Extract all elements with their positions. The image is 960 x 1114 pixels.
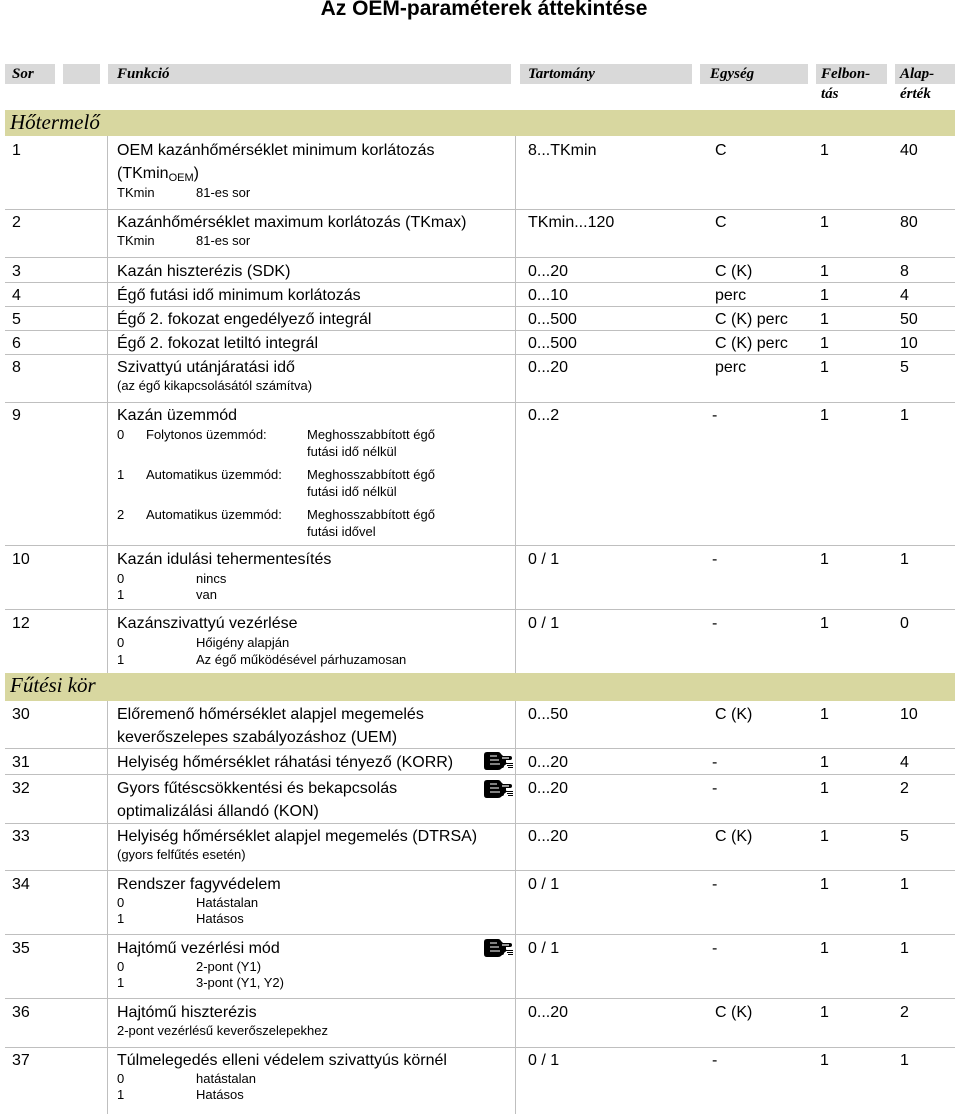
section-hotermelo <box>5 110 955 136</box>
header-alapertek-2: érték <box>900 86 931 102</box>
row-9-opt1-num: 1 <box>117 467 125 482</box>
row-6-sor: 6 <box>12 335 21 352</box>
row-30-funkcio: Előremenő hőmérséklet alapjel megemelés <box>117 706 424 723</box>
row-12-opt1-num: 1 <box>117 652 125 667</box>
row-36-range: 0...20 <box>528 1004 569 1021</box>
row-37-def: 1 <box>900 1052 909 1069</box>
grid-line-h <box>5 257 955 258</box>
row-10-sor: 10 <box>12 551 30 568</box>
row-10-opt1-text: van <box>196 587 217 602</box>
row-4-res: 1 <box>820 287 829 304</box>
row-34-sor: 34 <box>12 876 30 893</box>
row-34-funkcio: Rendszer fagyvédelem <box>117 876 281 893</box>
row-31-unit: - <box>712 754 718 771</box>
row-31-sor: 31 <box>12 754 30 771</box>
row-34-res: 1 <box>820 876 829 893</box>
row-33-res: 1 <box>820 828 829 845</box>
row-9-opt0-desc-2: futási idő nélkül <box>307 444 397 459</box>
grid-line-h <box>5 609 955 610</box>
row-33-sor: 33 <box>12 828 30 845</box>
row-12-def: 0 <box>900 615 909 632</box>
grid-line-h <box>5 402 955 403</box>
row-35-res: 1 <box>820 940 829 957</box>
row-36-sor: 36 <box>12 1004 30 1021</box>
row-4-sor: 4 <box>12 287 21 304</box>
row-6-funkcio: Égő 2. fokozat letiltó integrál <box>117 335 319 352</box>
row-36-def: 2 <box>900 1004 909 1021</box>
row-30-def: 10 <box>900 706 918 723</box>
row-37-opt0-text: hatástalan <box>196 1071 256 1086</box>
row-30-funkcio-2: keverőszelepes szabályozáshoz (UEM) <box>117 729 398 746</box>
row-2-sor: 2 <box>12 214 21 231</box>
row-8-sor: 8 <box>12 359 21 376</box>
row-12-sor: 12 <box>12 615 30 632</box>
row-9-opt2-num: 2 <box>117 507 125 522</box>
grid-line-h <box>5 998 955 999</box>
row-35-opt1-num: 1 <box>117 975 125 990</box>
row-35-sor: 35 <box>12 940 30 957</box>
row-37-opt1-num: 1 <box>117 1087 125 1102</box>
row-5-range: 0...500 <box>528 311 577 328</box>
row-9-opt1-desc-2: futási idő nélkül <box>307 484 397 499</box>
row-9-opt2-desc-2: futási idővel <box>307 524 376 539</box>
row-4-funkcio: Égő futási idő minimum korlátozás <box>117 287 361 304</box>
row-5-unit: C (K) perc <box>715 311 788 328</box>
row-1-unit: C <box>715 142 727 159</box>
row-31-range: 0...20 <box>528 754 569 771</box>
row-2-note-2: 81-es sor <box>196 233 251 248</box>
row-30-unit: C (K) <box>715 706 753 723</box>
row-37-opt0-num: 0 <box>117 1071 125 1086</box>
row-1-f2b: ) <box>193 165 199 182</box>
row-8-def: 5 <box>900 359 909 376</box>
row-8-range: 0...20 <box>528 359 569 376</box>
row-33-range: 0...20 <box>528 828 569 845</box>
row-8-unit: perc <box>715 359 747 376</box>
grid-line-h <box>5 870 955 871</box>
grid-line-h <box>5 330 955 331</box>
row-3-unit: C (K) <box>715 263 753 280</box>
row-1-sor: 1 <box>12 142 21 159</box>
row-30-sor: 30 <box>12 706 30 723</box>
row-10-def: 1 <box>900 551 909 568</box>
row-12-opt0-text: Hőigény alapján <box>196 635 290 650</box>
row-12-unit: - <box>712 615 718 632</box>
row-12-res: 1 <box>820 615 829 632</box>
grid-line-v <box>107 701 108 1114</box>
row-37-opt1-text: Hatásos <box>196 1087 244 1102</box>
grid-line-h <box>5 282 955 283</box>
row-8-funkcio: Szivattyú utánjáratási idő <box>117 359 295 376</box>
row-9-def: 1 <box>900 407 909 424</box>
row-12-opt1-text: Az égő működésével párhuzamosan <box>196 652 407 667</box>
grid-line-h <box>5 354 955 355</box>
row-12-opt0-num: 0 <box>117 635 125 650</box>
row-37-range: 0 / 1 <box>528 1052 560 1069</box>
row-30-range: 0...50 <box>528 706 569 723</box>
row-10-opt0-text: nincs <box>196 571 227 586</box>
row-37-funkcio: Túlmelegedés elleni védelem szivattyús körnél <box>117 1052 447 1069</box>
pointing-hand-icon <box>482 937 514 959</box>
row-9-unit: - <box>712 407 718 424</box>
row-34-def: 1 <box>900 876 909 893</box>
row-2-def: 80 <box>900 214 918 231</box>
row-34-opt1-num: 1 <box>117 911 125 926</box>
row-10-res: 1 <box>820 551 829 568</box>
row-36-res: 1 <box>820 1004 829 1021</box>
row-5-res: 1 <box>820 311 829 328</box>
row-10-range: 0 / 1 <box>528 551 560 568</box>
row-1-funkcio: OEM kazánhőmérséklet minimum korlátozás <box>117 142 435 159</box>
row-34-opt0-text: Hatástalan <box>196 895 259 910</box>
row-35-range: 0 / 1 <box>528 940 560 957</box>
row-6-unit: C (K) perc <box>715 335 788 352</box>
grid-line-h <box>5 306 955 307</box>
row-1-f2sub: OEM <box>168 172 194 184</box>
row-36-funkcio: Hajtómű hiszterézis <box>117 1004 257 1021</box>
row-34-range: 0 / 1 <box>528 876 560 893</box>
row-31-funkcio: Helyiség hőmérséklet ráhatási tényező (KORR) <box>117 754 454 771</box>
row-34-opt1-text: Hatásos <box>196 911 244 926</box>
row-33-def: 5 <box>900 828 909 845</box>
row-32-range: 0...20 <box>528 780 569 797</box>
row-3-funkcio: Kazán hiszterézis (SDK) <box>117 263 291 280</box>
page-title: Az OEM-paraméterek áttekintése <box>320 0 648 20</box>
header-felbontas-2: tás <box>821 86 839 102</box>
grid-line-h <box>5 774 955 775</box>
grid-line-h <box>5 823 955 824</box>
row-9-funkcio: Kazán üzemmód <box>117 407 238 424</box>
row-9-opt0-num: 0 <box>117 427 125 442</box>
pointing-hand-icon <box>482 750 514 772</box>
row-32-sor: 32 <box>12 780 30 797</box>
row-34-unit: - <box>712 876 718 893</box>
row-1-note-2: 81-es sor <box>196 185 251 200</box>
row-6-def: 10 <box>900 335 918 352</box>
row-33-unit: C (K) <box>715 828 753 845</box>
header-egyseg: Egység <box>710 66 755 82</box>
row-36-unit: C (K) <box>715 1004 753 1021</box>
grid-line-v <box>515 136 516 673</box>
row-3-sor: 3 <box>12 263 21 280</box>
grid-line-h <box>5 748 955 749</box>
row-35-opt0-num: 0 <box>117 959 125 974</box>
row-9-opt2-desc-1: Meghosszabbított égő <box>307 507 435 522</box>
row-3-def: 8 <box>900 263 909 280</box>
row-3-res: 1 <box>820 263 829 280</box>
row-6-res: 1 <box>820 335 829 352</box>
row-30-res: 1 <box>820 706 829 723</box>
header-funkcio: Funkció <box>117 66 170 82</box>
row-6-range: 0...500 <box>528 335 577 352</box>
pointing-hand-icon <box>482 778 514 800</box>
row-35-opt1-text: 3-pont (Y1, Y2) <box>196 975 284 990</box>
row-9-opt0-mode: Folytonos üzemmód: <box>146 427 267 442</box>
row-1-res: 1 <box>820 142 829 159</box>
row-3-range: 0...20 <box>528 263 569 280</box>
row-10-opt0-num: 0 <box>117 571 125 586</box>
row-9-sor: 9 <box>12 407 21 424</box>
row-33-funkcio: Helyiség hőmérséklet alapjel megemelés (DTRSA) <box>117 828 478 845</box>
row-8-note: (az égő kikapcsolásától számítva) <box>117 378 313 393</box>
row-32-res: 1 <box>820 780 829 797</box>
row-9-opt1-mode: Automatikus üzemmód: <box>146 467 282 482</box>
row-32-funkcio: Gyors fűtéscsökkentési és bekapcsolás <box>117 780 398 797</box>
row-9-opt1-desc-1: Meghosszabbított égő <box>307 467 435 482</box>
row-9-res: 1 <box>820 407 829 424</box>
row-32-funkcio-2: optimalizálási állandó (KON) <box>117 803 319 820</box>
row-2-note-1: TKmin <box>117 233 155 248</box>
row-10-opt1-num: 1 <box>117 587 125 602</box>
row-37-unit: - <box>712 1052 718 1069</box>
row-33-note: (gyors felfűtés esetén) <box>117 847 246 862</box>
row-9-range: 0...2 <box>528 407 560 424</box>
row-2-unit: C <box>715 214 727 231</box>
row-35-funkcio: Hajtómű vezérlési mód <box>117 940 280 957</box>
row-1-funkcio-2 <box>117 164 199 183</box>
row-35-def: 1 <box>900 940 909 957</box>
row-8-res: 1 <box>820 359 829 376</box>
row-4-def: 4 <box>900 287 909 304</box>
row-32-def: 2 <box>900 780 909 797</box>
row-5-funkcio: Égő 2. fokozat engedélyező integrál <box>117 311 372 328</box>
header-sor: Sor <box>12 66 34 82</box>
section-futesi-kor <box>5 673 955 701</box>
grid-line-v <box>515 701 516 1114</box>
row-12-range: 0 / 1 <box>528 615 560 632</box>
section-futesi-kor-label: Fűtési kör <box>10 673 96 697</box>
grid-line-h <box>5 1047 955 1048</box>
row-31-res: 1 <box>820 754 829 771</box>
row-10-unit: - <box>712 551 718 568</box>
row-1-f2a: (TKmin <box>117 165 169 182</box>
row-1-range: 8...TKmin <box>528 142 597 159</box>
row-31-def: 4 <box>900 754 909 771</box>
row-32-unit: - <box>712 780 718 797</box>
grid-line-h <box>5 545 955 546</box>
row-4-unit: perc <box>715 287 747 304</box>
row-12-funkcio: Kazánszivattyú vezérlése <box>117 615 298 632</box>
section-hotermelo-label: Hőtermelő <box>10 110 100 134</box>
row-35-unit: - <box>712 940 718 957</box>
header-felbontas-1: Felbon- <box>821 66 871 82</box>
header-cell-blank <box>63 64 100 84</box>
row-34-opt0-num: 0 <box>117 895 125 910</box>
row-1-def: 40 <box>900 142 918 159</box>
row-9-opt2-mode: Automatikus üzemmód: <box>146 507 282 522</box>
row-36-note: 2-pont vezérlésű keverőszelepekhez <box>117 1023 329 1038</box>
header-alapertek-1: Alap- <box>900 66 935 82</box>
row-2-res: 1 <box>820 214 829 231</box>
header-tartomany: Tartomány <box>528 66 595 82</box>
row-35-opt0-text: 2-pont (Y1) <box>196 959 262 974</box>
row-37-sor: 37 <box>12 1052 30 1069</box>
grid-line-h <box>5 934 955 935</box>
row-10-funkcio: Kazán idulási tehermentesítés <box>117 551 332 568</box>
row-37-res: 1 <box>820 1052 829 1069</box>
row-4-range: 0...10 <box>528 287 569 304</box>
row-5-def: 50 <box>900 311 918 328</box>
row-2-range: TKmin...120 <box>528 214 615 231</box>
row-1-note-1: TKmin <box>117 185 155 200</box>
row-5-sor: 5 <box>12 311 21 328</box>
grid-line-v <box>107 136 108 673</box>
row-2-funkcio: Kazánhőmérséklet maximum korlátozás (TKmax) <box>117 214 467 231</box>
grid-line-h <box>5 209 955 210</box>
row-9-opt0-desc-1: Meghosszabbított égő <box>307 427 435 442</box>
